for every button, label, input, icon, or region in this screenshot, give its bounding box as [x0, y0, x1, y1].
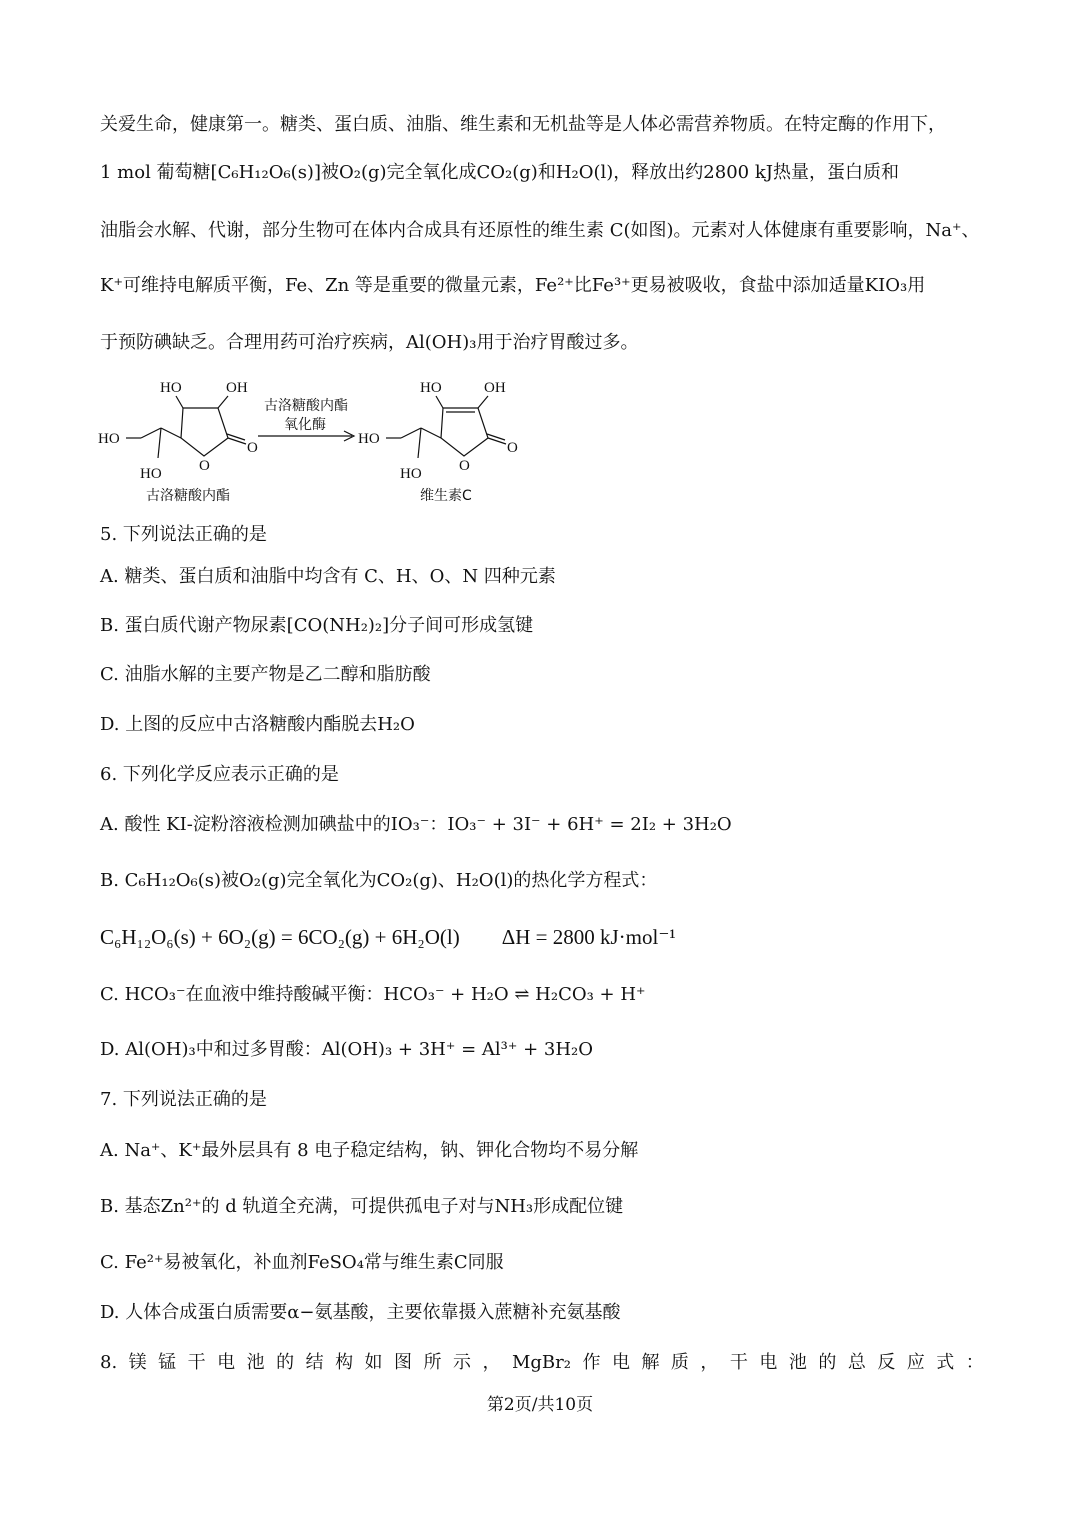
q5-option-d: D. 上图的反应中古洛糖酸内酯脱去H₂O: [100, 714, 415, 735]
q8-word: 的: [818, 1352, 837, 1373]
left-ho-bottom: HO: [140, 466, 162, 482]
q7-option-c: C. Fe²⁺易被氧化，补血剂FeSO₄常与维生素C同服: [100, 1252, 504, 1273]
right-ho-side: HO: [358, 431, 380, 447]
right-ho-top: HO: [420, 380, 442, 396]
q8-word: 干: [729, 1352, 748, 1373]
q8-word: 的: [276, 1352, 295, 1373]
q7-option-d: D. 人体合成蛋白质需要α−氨基酸，主要依靠摄入蔗糖补充氨基酸: [100, 1302, 621, 1323]
reaction-scheme: [96, 372, 536, 512]
q8-word: 干: [187, 1352, 206, 1373]
right-compound-name: 维生素C: [420, 488, 472, 504]
q6-stem: 6. 下列化学反应表示正确的是: [100, 764, 339, 785]
q8-word: 所: [423, 1352, 442, 1373]
q5-option-a: A. 糖类、蛋白质和油脂中均含有 C、H、O、N 四种元素: [100, 566, 556, 587]
q6-option-b-equation: C₆H₁₂O₆(s) + 6O₂(g) = 6CO₂(g) + 6H₂O(l) ΔH = 2800 kJ·mol⁻¹: [100, 925, 676, 949]
q8-word: 镁: [128, 1352, 147, 1373]
q8-word: 池: [788, 1352, 807, 1373]
q8-word: 电: [759, 1352, 778, 1373]
q7-option-b: B. 基态Zn²⁺的 d 轨道全充满，可提供孤电子对与NH₃形成配位键: [100, 1196, 624, 1217]
q6-option-c: C. HCO₃⁻在血液中维持酸碱平衡：HCO₃⁻ + H₂O ⇌ H₂CO₃ + H⁺: [100, 984, 646, 1005]
q8-word: 电: [217, 1352, 236, 1373]
q7-option-a: A. Na⁺、K⁺最外层具有 8 电子稳定结构，钠、钾化合物均不易分解: [100, 1140, 639, 1161]
right-ring-o: O: [459, 458, 470, 474]
arrow-label-bottom: 氧化酶: [284, 417, 326, 433]
left-ring-o: O: [199, 458, 210, 474]
intro-line-4: K⁺可维持电解质平衡，Fe、Zn 等是重要的微量元素，Fe²⁺比Fe³⁺更易被吸收，食盐中添加适量KIO₃用: [100, 275, 926, 296]
page-footer: 第2页/共10页: [486, 1395, 594, 1415]
q5-option-c: C. 油脂水解的主要产物是乙二醇和脂肪酸: [100, 664, 431, 685]
q8-word: 锰: [158, 1352, 177, 1373]
q8-word: 质: [670, 1352, 689, 1373]
intro-line-1: 关爱生命，健康第一。糖类、蛋白质、油脂、维生素和无机盐等是人体必需营养物质。在特定酶的作用下，: [100, 114, 946, 135]
q8-word: ，: [482, 1352, 501, 1373]
q8-word: ，: [700, 1352, 719, 1373]
q5-stem: 5. 下列说法正确的是: [100, 524, 267, 545]
intro-line-5: 于预防碘缺乏。合理用药可治疗疾病，Al(OH)₃用于治疗胃酸过多。: [100, 332, 639, 353]
q8-word: 电: [611, 1352, 630, 1373]
q8-word: 解: [641, 1352, 660, 1373]
q8-word: 示: [453, 1352, 471, 1373]
left-compound-name: 古洛糖酸内酯: [146, 488, 230, 504]
left-ho-top: HO: [160, 380, 182, 396]
q7-stem: 7. 下列说法正确的是: [100, 1089, 267, 1110]
q8-word: MgBr₂: [511, 1352, 571, 1373]
q6-option-a: A. 酸性 KI-淀粉溶液检测加碘盐中的IO₃⁻：IO₃⁻ + 3I⁻ + 6H⁺ = 2I₂ + 3H₂O: [100, 814, 732, 835]
q8-word: 反: [877, 1352, 896, 1373]
q8-stem: [100, 1348, 984, 1378]
left-carbonyl-o: O: [247, 440, 258, 456]
q8-word: ：: [965, 1352, 984, 1373]
left-ho-side: HO: [98, 431, 120, 447]
q8-word: 如: [364, 1352, 383, 1373]
q8-word: 作: [582, 1352, 601, 1373]
q8-word: 式: [936, 1352, 955, 1373]
arrow-label-top: 古洛糖酸内酯: [264, 398, 348, 414]
q8-word: 结: [305, 1352, 324, 1373]
right-carbonyl-o: O: [507, 440, 518, 456]
q5-option-b: B. 蛋白质代谢产物尿素[CO(NH₂)₂]分子间可形成氢键: [100, 615, 534, 636]
intro-line-3: 油脂会水解、代谢，部分生物可在体内合成具有还原性的维生素 C(如图)。元素对人体健康有重要影响，Na⁺、: [100, 220, 980, 241]
q6-option-d: D. Al(OH)₃中和过多胃酸：Al(OH)₃ + 3H⁺ = Al³⁺ + 3H₂O: [100, 1039, 593, 1060]
q8-word: 应: [906, 1352, 925, 1373]
right-ho-bottom: HO: [400, 466, 422, 482]
q8-word: 构: [335, 1352, 354, 1373]
q8-word: 总: [847, 1352, 866, 1373]
q8-word: 图: [394, 1352, 413, 1373]
q8-word: 池: [246, 1352, 265, 1373]
right-oh-top: OH: [484, 380, 506, 396]
intro-line-2: 1 mol 葡萄糖[C₆H₁₂O₆(s)]被O₂(g)完全氧化成CO₂(g)和H₂O(l)，释放出约2800 kJ热量，蛋白质和: [100, 162, 899, 183]
q8-word: 8.: [100, 1352, 118, 1373]
left-oh-top: OH: [226, 380, 248, 396]
q6-option-b: B. C₆H₁₂O₆(s)被O₂(g)完全氧化为CO₂(g)、H₂O(l)的热化学方程式：: [100, 870, 658, 891]
